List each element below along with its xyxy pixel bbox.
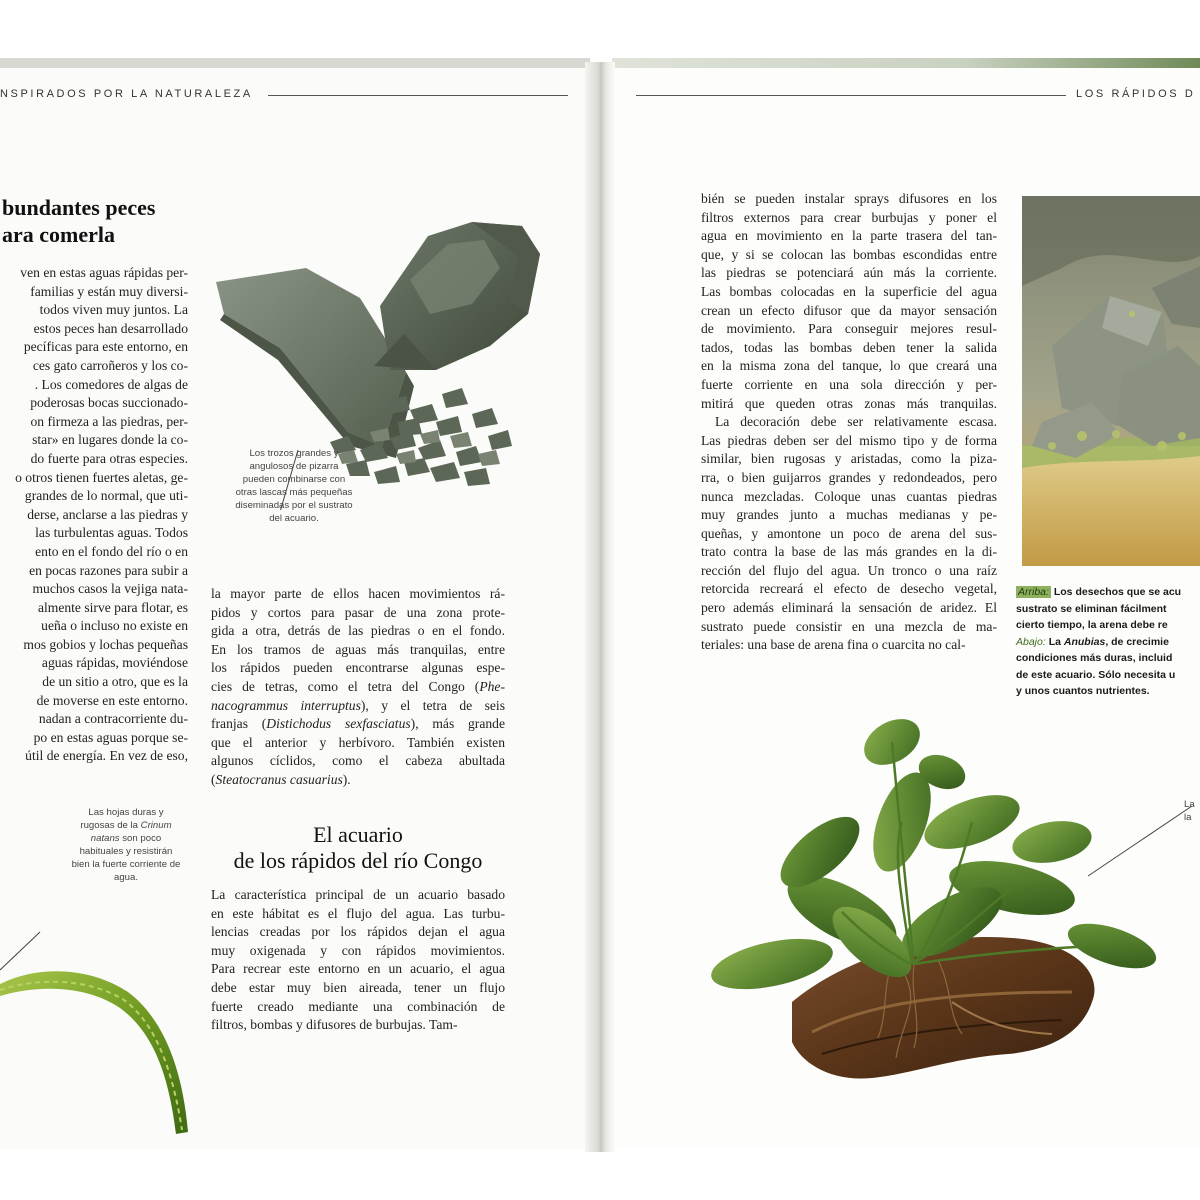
crinum-caption-line-4: habituales y resistirán — [79, 846, 173, 857]
right-col-line-9: tados, todas las bombas deben tener la salida — [701, 339, 997, 355]
left-col1-line-19: almente sirve para flotar, es — [37, 599, 188, 615]
crinum-caption-line-5: bien la fuerte corriente de — [71, 859, 181, 870]
left-col1-line-6: ces gato carroñeros y los co- — [32, 357, 188, 373]
crinum-caption-line-2: rugosas de la Crinum — [80, 820, 172, 831]
photo-caption — [1016, 584, 1181, 700]
slate-caption-line-6: del acuario. — [269, 513, 319, 524]
right-column — [701, 190, 997, 655]
left-col1-line-25: nadan a contracorriente du- — [38, 711, 188, 727]
left-col1-line-9: on firmeza a las piedras, per- — [30, 413, 188, 429]
section-body-line-5: Para recrear este entorno en un acuario, el agua — [211, 961, 505, 977]
left-col2-line-1: la mayor parte de ellos hacen movimientos rá- — [211, 586, 505, 601]
section-body-line-2: en este hábitat es el flujo del agua. Las turbu- — [211, 905, 505, 921]
running-head-rule — [268, 95, 568, 96]
caption-line-abajo — [1016, 634, 1181, 651]
right-col-line-23: pero además eliminará la sensación de aridez. El — [701, 600, 997, 616]
left-col1-line-21: mos gobios y lochas pequeñas — [23, 636, 188, 652]
caption-line-2: sustrato se eliminan fácilment — [1016, 602, 1167, 615]
anubias-driftwood-image — [652, 702, 1200, 1122]
right-col-line-24: sustrato puede consistir en una mezcla de ma- — [701, 618, 997, 634]
plant-caption-line-2: la — [1184, 812, 1192, 823]
section-body-line-6: debe estar muy bien aireada, tener un flujo — [211, 979, 505, 995]
left-col1-line-15: las turbulentas aguas. Todos — [35, 525, 188, 541]
left-col1-line-18: muchos casos la vejiga nata- — [32, 581, 188, 597]
right-col-line-14: Las piedras deben ser del mismo tipo y de forma — [701, 432, 997, 448]
right-col-line-13: La decoración debe ser relativamente escasa. — [715, 414, 997, 430]
crinum-caption-line-6: agua. — [113, 872, 138, 883]
slate-caption-line-5: diseminadas por el sustrato — [235, 500, 353, 511]
left-col1-line-23: de un sitio a otro, que es la — [42, 674, 188, 690]
section-body-line-7: fuerte creado mediante una combinación de — [211, 998, 505, 1014]
section-title — [200, 822, 516, 874]
running-head-rule-right — [636, 95, 1066, 96]
caption-line-arriba — [1016, 584, 1181, 601]
section-body-line-4: muy oxigenada y con rápidos movimientos. — [211, 942, 505, 958]
aquarium-stones-photo — [1022, 196, 1200, 566]
left-col2-line-10: algunos cíclidos, como el cabeza abultada — [211, 753, 505, 769]
left-col1-line-5: pecíficas para este entorno, en — [23, 339, 188, 355]
right-col-line-18: muy grandes junto a muchas medianas y pe- — [701, 507, 997, 523]
section-body-line-1: La característica principal de un acuario basado — [211, 887, 505, 902]
right-col-line-6: Las bombas colocadas en la superficie del agua — [701, 283, 997, 299]
right-col-line-2: filtros externos para crear burbujas y poner el — [701, 209, 997, 225]
section-body-line-8: filtros, bombas y difusores de burbujas. Tam- — [211, 1017, 458, 1033]
left-column-2 — [211, 585, 505, 790]
crinum-caption-line-3: natans son poco — [90, 833, 162, 844]
left-col2-line-3: gida a otra, detrás de las piedras o en el fondo. — [211, 623, 505, 639]
caption-line-7: y unos cuantos nutrientes. — [1016, 685, 1150, 697]
left-col2-line-9: que el anterior y herbívoro. También existen — [211, 734, 505, 750]
left-col1-line-22: aguas rápidas, moviéndose — [41, 655, 188, 671]
right-col-line-4: que, y si se colocan las bombas escondidas entre — [701, 246, 997, 262]
crinum-caption-line-1: Las hojas duras y — [88, 807, 164, 818]
left-col1-line-20: ueña o incluso no existe en — [41, 618, 188, 634]
left-col1-line-3: todos viven muy juntos. La — [39, 302, 188, 318]
slate-caption-line-2: angulosos de pizarra — [249, 461, 339, 472]
left-col2-line-2: pidos y cortos para pasar de una zona prote- — [211, 604, 505, 620]
left-col1-line-10: star» en lugares donde la co- — [32, 432, 188, 448]
right-col-line-21: rección del flujo del agua. Un tronco o una raíz — [701, 562, 997, 578]
caption-text-abajo-2: , de crecimie — [1105, 635, 1169, 648]
left-col2-line-5: los rápidos pueden encontrarse algunas espe- — [211, 660, 505, 676]
section-title-line-1: El acuario — [313, 822, 403, 847]
right-col-line-19: queñas, y amontone un poco de arena del sus- — [701, 525, 997, 541]
caption-line-6: de este acuario. Sólo necesita u — [1016, 668, 1176, 681]
section-body-line-3: lencias creadas por los rápidos dejan el agua — [211, 924, 505, 940]
left-column-1 — [0, 264, 188, 766]
slate-caption-line-3: pueden combinarse con — [242, 474, 346, 485]
left-col2-line-8: franjas (Distichodus sexfasciatus), más grande — [211, 716, 505, 732]
left-col2-line-11: (Steatocranus casuarius). — [211, 771, 351, 787]
right-col-line-11: fuerte corriente en una sola dirección y per- — [701, 376, 997, 392]
caption-line-3: cierto tiempo, la arena debe re — [1016, 619, 1168, 631]
left-col1-line-16: ento en el fondo del río o en — [35, 543, 188, 559]
left-col2-line-4: En los tramos de aguas más tranquilas, entre — [211, 641, 505, 657]
right-col-line-10: en la misma zona del tanque, lo que creará una — [701, 358, 997, 374]
left-col1-line-14: derse, anclarse a las piedras y — [27, 506, 188, 522]
left-col2-line-7: nacogrammus interruptus), y el tetra de seis — [211, 697, 505, 713]
right-col-line-20: trato contra la base de las más grandes en la di- — [701, 544, 997, 560]
left-col1-line-24: de moverse en este entorno. — [36, 692, 188, 708]
right-col-line-3: agua en movimiento en la parte trasera del tan- — [701, 228, 997, 244]
caption-species-anubias: Anubias — [1063, 635, 1106, 648]
slate-caption-line-4: otras lascas más pequeñas — [235, 487, 353, 498]
left-heading-line-2: ara comerla — [2, 222, 115, 247]
left-col1-line-4: estos peces han desarrollado — [33, 320, 188, 336]
right-col-line-12: mitirá que queden otras zonas más tranquilas. — [701, 395, 997, 411]
left-col1-line-11: do fuerte para otras especies. — [30, 450, 188, 466]
right-col-line-1: bién se pueden instalar sprays difusores en los — [701, 191, 997, 206]
section-title-line-2: de los rápidos del río Congo — [233, 848, 483, 873]
right-col-line-25: teriales: una base de arena fina o cuarcita no cal- — [701, 637, 966, 653]
running-head-right: LOS RÁPIDOS D — [1076, 88, 1196, 100]
left-col1-line-12: o otros tienen fuertes aletas, ge- — [15, 469, 188, 485]
left-col1-line-8: poderosas bocas succionado- — [30, 395, 188, 411]
right-col-line-5: las piedras se potenciará aún más la corriente. — [701, 265, 997, 281]
left-col1-line-1: ven en estas aguas rápidas per- — [20, 265, 188, 280]
right-col-line-15: similar, bien rugosas y aristadas, como la piza- — [701, 451, 997, 467]
left-heading-line-1: bundantes peces — [2, 195, 156, 220]
left-col1-line-2: familias y están muy diversi- — [30, 283, 188, 299]
plant-caption-line-1: La — [1184, 799, 1195, 810]
caption-label-arriba: Arriba: — [1018, 586, 1049, 598]
caption-text-arriba: Los desechos que se acu — [1053, 586, 1182, 598]
left-col2-line-6: cies de tetras, como el tetra del Congo (Phe- — [211, 678, 505, 694]
left-col1-line-13: grandes de lo normal, que uti- — [24, 488, 188, 504]
left-page-content — [0, 62, 598, 1152]
caption-text-abajo-1: La — [1048, 635, 1061, 648]
right-page-content — [606, 62, 1200, 1152]
left-col1-line-26: po en estas aguas porque se- — [33, 729, 188, 745]
crinum-leaf-image — [0, 872, 200, 1152]
slate-caption-line-1: Los trozos grandes y — [249, 448, 339, 459]
right-col-line-17: nunca mezcladas. Coloque unas cuantas piedras — [701, 488, 997, 504]
left-col1-line-27: útil de energía. En vez de eso, — [25, 748, 188, 764]
right-col-line-8: de movimiento. Para conseguir mejores resul- — [701, 321, 997, 337]
section-body — [211, 886, 505, 1035]
caption-label-abajo: Abajo: — [1016, 635, 1046, 648]
left-col1-line-17: en pocas razones para subir a — [29, 562, 188, 578]
right-col-line-16: rra, o bien guijarros grandes y redondeados, pero — [701, 469, 997, 485]
left-col1-line-7: . Los comedores de algas de — [34, 376, 188, 392]
right-col-line-7: crean un efecto difusor que da mayor sensación — [701, 302, 997, 318]
right-col-line-22: retorcida recreará el efecto de desecho vegetal, — [701, 581, 997, 597]
running-head-left: NSPIRADOS POR LA NATURALEZA — [0, 88, 253, 100]
caption-line-5: condiciones más duras, incluid — [1016, 652, 1173, 664]
slate-caption — [228, 447, 360, 525]
